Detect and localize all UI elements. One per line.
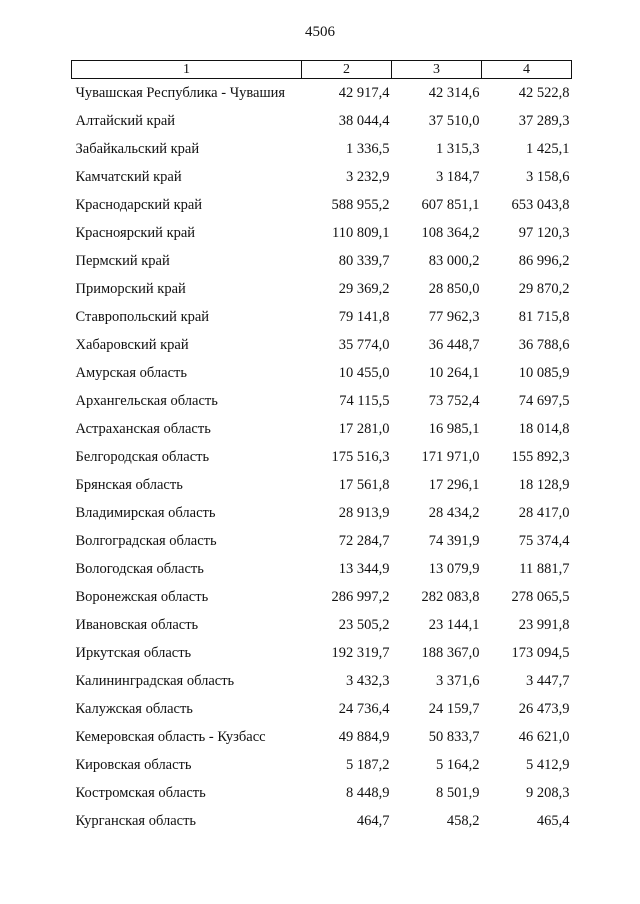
value-cell-col2: 8 448,9	[346, 785, 390, 801]
value-cell-col2: 10 455,0	[338, 365, 390, 381]
column-header-1: 1	[72, 61, 302, 79]
value-cell-col3: 282 083,8	[421, 589, 480, 605]
value-cell-col3: 17 296,1	[428, 477, 480, 493]
value-cell-col4: 1 425,1	[526, 141, 570, 157]
table-row	[72, 443, 572, 471]
region-name-cell: Курганская область	[75, 813, 197, 829]
value-cell-col3: 3 184,7	[436, 169, 480, 185]
region-name-cell: Вологодская область	[75, 561, 204, 577]
region-name-cell: Кемеровская область - Кузбасс	[75, 729, 266, 745]
region-name-cell: Камчатский край	[75, 169, 182, 185]
value-cell-col3: 188 367,0	[421, 645, 480, 661]
table-row	[72, 107, 572, 135]
region-name-cell: Чувашская Республика - Чувашия	[75, 85, 286, 101]
value-cell-col3: 36 448,7	[428, 337, 480, 353]
value-cell-col4: 75 374,4	[518, 533, 570, 549]
column-header-4: 4	[482, 61, 572, 79]
value-cell-col4: 10 085,9	[518, 365, 570, 381]
value-cell-col3: 24 159,7	[428, 701, 480, 717]
table-row	[72, 807, 572, 835]
region-name-cell: Алтайский край	[75, 113, 176, 129]
value-cell-col2: 3 432,3	[346, 673, 390, 689]
region-name-cell: Астраханская область	[75, 421, 211, 437]
region-name-cell: Владимирская область	[75, 505, 216, 521]
table-row	[72, 275, 572, 303]
table-row	[72, 499, 572, 527]
value-cell-col2: 49 884,9	[338, 729, 390, 745]
value-cell-col4: 36 788,6	[518, 337, 570, 353]
region-name-cell: Ивановская область	[75, 617, 199, 633]
value-cell-col3: 5 164,2	[436, 757, 480, 773]
value-cell-col2: 175 516,3	[331, 449, 390, 465]
value-cell-col4: 46 621,0	[518, 729, 570, 745]
region-name-cell: Волгоградская область	[75, 533, 217, 549]
table-row	[72, 79, 572, 108]
value-cell-col2: 28 913,9	[338, 505, 390, 521]
value-cell-col2: 38 044,4	[338, 113, 390, 129]
header-row	[72, 61, 572, 79]
value-cell-col3: 37 510,0	[428, 113, 480, 129]
value-cell-col2: 3 232,9	[346, 169, 390, 185]
value-cell-col4: 3 158,6	[526, 169, 570, 185]
region-name-cell: Амурская область	[75, 365, 187, 381]
table-header	[72, 61, 572, 79]
value-cell-col2: 35 774,0	[338, 337, 390, 353]
region-name-cell: Брянская область	[75, 477, 183, 493]
value-cell-col3: 3 371,6	[436, 673, 480, 689]
value-cell-col3: 10 264,1	[428, 365, 480, 381]
region-name-cell: Воронежская область	[75, 589, 209, 605]
value-cell-col3: 28 850,0	[428, 281, 480, 297]
value-cell-col4: 173 094,5	[511, 645, 570, 661]
table-row	[72, 135, 572, 163]
value-cell-col4: 97 120,3	[518, 225, 570, 241]
value-cell-col4: 26 473,9	[518, 701, 570, 717]
value-cell-col4: 18 014,8	[518, 421, 570, 437]
value-cell-col3: 8 501,9	[436, 785, 480, 801]
value-cell-col2: 17 281,0	[338, 421, 390, 437]
value-cell-col2: 42 917,4	[338, 85, 390, 101]
region-name-cell: Ставропольский край	[75, 309, 210, 325]
table-row	[72, 191, 572, 219]
table-row	[72, 331, 572, 359]
value-cell-col3: 50 833,7	[428, 729, 480, 745]
value-cell-col4: 29 870,2	[518, 281, 570, 297]
region-name-cell: Кировская область	[75, 757, 192, 773]
value-cell-col3: 458,2	[446, 813, 480, 829]
table-row	[72, 751, 572, 779]
value-cell-col2: 464,7	[356, 813, 390, 829]
value-cell-col2: 588 955,2	[331, 197, 390, 213]
value-cell-col4: 155 892,3	[511, 449, 570, 465]
region-name-cell: Костромская область	[75, 785, 206, 801]
table-row	[72, 219, 572, 247]
value-cell-col4: 9 208,3	[526, 785, 570, 801]
table-row	[72, 555, 572, 583]
table-row	[72, 303, 572, 331]
value-cell-col2: 110 809,1	[332, 225, 390, 241]
value-cell-col2: 286 997,2	[331, 589, 390, 605]
value-cell-col4: 465,4	[536, 813, 570, 829]
table-row	[72, 415, 572, 443]
value-cell-col3: 607 851,1	[421, 197, 480, 213]
value-cell-col3: 73 752,4	[428, 393, 480, 409]
value-cell-col2: 17 561,8	[338, 477, 390, 493]
table-body	[72, 79, 572, 836]
value-cell-col2: 1 336,5	[346, 141, 390, 157]
table-row	[72, 779, 572, 807]
region-name-cell: Калужская область	[75, 701, 193, 717]
region-name-cell: Краснодарский край	[75, 197, 203, 213]
value-cell-col4: 653 043,8	[511, 197, 570, 213]
value-cell-col4: 81 715,8	[518, 309, 570, 325]
value-cell-col4: 18 128,9	[518, 477, 570, 493]
column-header-3: 3	[392, 61, 482, 79]
value-cell-col2: 29 369,2	[338, 281, 390, 297]
value-cell-col2: 13 344,9	[338, 561, 390, 577]
value-cell-col4: 23 991,8	[518, 617, 570, 633]
region-name-cell: Забайкальский край	[75, 141, 200, 157]
value-cell-col3: 83 000,2	[428, 253, 480, 269]
value-cell-col4: 86 996,2	[518, 253, 570, 269]
value-cell-col2: 192 319,7	[331, 645, 390, 661]
value-cell-col3: 13 079,9	[428, 561, 480, 577]
value-cell-col3: 1 315,3	[436, 141, 480, 157]
value-cell-col4: 3 447,7	[526, 673, 570, 689]
value-cell-col4: 74 697,5	[518, 393, 570, 409]
region-name-cell: Приморский край	[75, 281, 186, 297]
value-cell-col4: 11 881,7	[519, 561, 570, 577]
table-row	[72, 163, 572, 191]
value-cell-col3: 28 434,2	[428, 505, 480, 521]
value-cell-col3: 77 962,3	[428, 309, 480, 325]
table-row	[72, 247, 572, 275]
table-row	[72, 611, 572, 639]
budget-table	[71, 60, 572, 835]
region-name-cell: Хабаровский край	[75, 337, 189, 353]
value-cell-col4: 278 065,5	[511, 589, 570, 605]
table-row	[72, 359, 572, 387]
region-name-cell: Калининградская область	[75, 673, 235, 689]
table-row	[72, 639, 572, 667]
value-cell-col2: 23 505,2	[338, 617, 390, 633]
value-cell-col3: 171 971,0	[421, 449, 480, 465]
table-row	[72, 667, 572, 695]
region-name-cell: Пермский край	[75, 253, 170, 269]
value-cell-col2: 74 115,5	[339, 393, 390, 409]
region-name-cell: Белгородская область	[75, 449, 210, 465]
value-cell-col2: 79 141,8	[338, 309, 390, 325]
region-name-cell: Иркутская область	[75, 645, 192, 661]
value-cell-col3: 42 314,6	[428, 85, 480, 101]
region-name-cell: Архангельская область	[75, 393, 218, 409]
table-row	[72, 723, 572, 751]
table-row	[72, 583, 572, 611]
table-row	[72, 471, 572, 499]
value-cell-col4: 37 289,3	[518, 113, 570, 129]
value-cell-col3: 16 985,1	[428, 421, 480, 437]
value-cell-col2: 24 736,4	[338, 701, 390, 717]
value-cell-col2: 72 284,7	[338, 533, 390, 549]
value-cell-col4: 5 412,9	[526, 757, 570, 773]
table-row	[72, 695, 572, 723]
page-number: 4506	[305, 24, 335, 40]
value-cell-col4: 28 417,0	[518, 505, 570, 521]
column-header-2: 2	[302, 61, 392, 79]
table-row	[72, 527, 572, 555]
value-cell-col2: 5 187,2	[346, 757, 390, 773]
value-cell-col3: 74 391,9	[428, 533, 480, 549]
value-cell-col2: 80 339,7	[338, 253, 390, 269]
value-cell-col3: 108 364,2	[421, 225, 480, 241]
region-name-cell: Красноярский край	[75, 225, 196, 241]
value-cell-col4: 42 522,8	[518, 85, 570, 101]
table-row	[72, 387, 572, 415]
value-cell-col3: 23 144,1	[428, 617, 480, 633]
